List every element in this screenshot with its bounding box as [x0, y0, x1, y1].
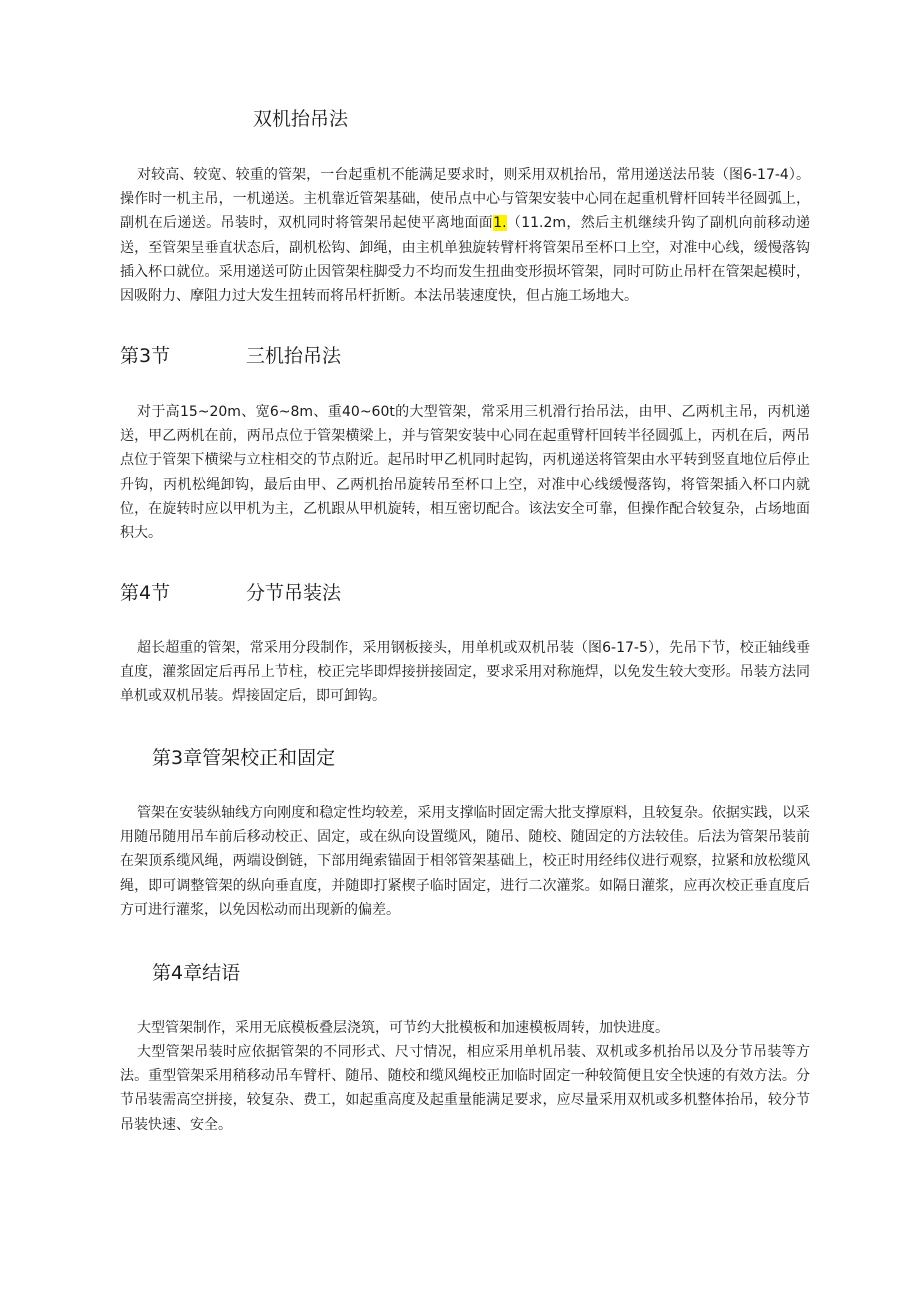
- heading-chapter-3: [152, 746, 335, 770]
- paragraph-conclusion-2: [120, 1040, 810, 1137]
- heading-section-3: [120, 344, 341, 368]
- paragraph-section-3: [120, 400, 810, 545]
- heading-text: 第4章结语: [152, 962, 241, 984]
- paragraph-chapter-3: [120, 801, 810, 922]
- paragraph-text: （11.2m，然后主机继续升钩了副机向前移动递送，至管架呈垂直状态后，副机松钩、卸绳，由主机单独旋转臂杆将管架吊至杯口上空，对准中心线，缓慢落钩插入杯口就位。采用递送可防止因管架柱脚受力不均而发生扭曲变形损坏管架，同时可防止吊杆在管架起模时，因吸附力、摩阻力过大发生扭转而将吊杆折断。本法吊装速度快，但占施工场地大。: [120, 215, 811, 305]
- paragraph-text: 对于高15~20m、宽6~8m、重40~60t的大型管架，常采用三机滑行抬吊法，由甲、乙两机主吊，丙机递送，甲乙两机在前，两吊点位于管架横梁上，并与管架安装中心同在起重臂杆回转半径圆弧上，丙机在后，两吊点位于管架下横梁与立柱相交的节点附近。起吊时甲乙机同时起钩，丙机递送将管架由水平转到竖直地位后停止升钩，丙机松绳卸钩，最后由甲、乙两机抬吊旋转吊至杯口上空，对准中心线缓慢落钩，将管架插入杯口内就位，在旋转时应以甲机为主，乙机跟从甲机旋转，相互密切配合。该法安全可靠，但操作配合较复杂，占场地面积大。: [120, 404, 810, 542]
- paragraph-text: 大型管架制作，采用无底模板叠层浇筑，可节约大批模板和加速模板周转，加快进度。: [137, 1020, 669, 1036]
- heading-section-4: [120, 581, 341, 605]
- section-title: 分节吊装法: [246, 582, 342, 604]
- paragraph-section-4: [120, 636, 810, 709]
- heading-dual-crane-lift: [253, 107, 348, 131]
- paragraph-dual-crane: [120, 163, 810, 308]
- highlighted-text: 1.: [493, 215, 507, 232]
- paragraph-conclusion-1: [120, 1016, 810, 1040]
- paragraph-text: 超长超重的管架，常采用分段制作，采用钢板接头，用单机或双机吊装（图6-17-5），先吊下节，校正轴线垂直度，灌浆固定后再吊上节柱，校正完毕即焊接拼接固定，要求采用对称施焊，以免发生较大变形。吊装方法同单机或双机吊装。焊接固定后，即可卸钩。: [120, 640, 810, 705]
- heading-text: 第3章管架校正和固定: [152, 747, 336, 769]
- heading-chapter-4: [152, 961, 240, 985]
- section-number: 第3节: [120, 345, 171, 367]
- section-number: 第4节: [120, 582, 171, 604]
- heading-text: 双机抬吊法: [253, 108, 349, 130]
- paragraph-text: 大型管架吊装时应依据管架的不同形式、尺寸情况，相应采用单机吊装、双机或多机抬吊以及分节吊装等方法。重型管架采用稍移动吊车臂杆、随吊、随校和缆风绳校正加临时固定一种较简便且安全快速的有效方法。分节吊装需高空拼接，较复杂、费工，如起重高度及起重量能满足要求，应尽量采用双机或多机整体抬吊，较分节吊装快速、安全。: [120, 1044, 810, 1133]
- paragraph-text: 对较高、较宽、较重的管架，一台起重机不能满足要求时，则采用双机抬吊，常用递送法吊装（图6-17-4）。操作时一机主吊，一机递送。主机靠近管架基础，使吊点中心与管架安装中心同在起重机臂杆回转半径圆弧上，副机在后递送。吊装时，双机同时将管架吊起使平离地面面: [120, 167, 810, 232]
- paragraph-text: 管架在安装纵轴线方向刚度和稳定性均较差，采用支撑临时固定需大批支撑原料，且较复杂。依据实践，以采用随吊随用吊车前后移动校正、固定，或在纵向设置缆风，随吊、随校、随固定的方法较佳。后法为管架吊装前在架顶系缆风绳，两端设倒链，下部用绳索锚固于相邻管架基础上，校正时用经纬仪进行观察，拉紧和放松缆风绳，即可调整管架的纵向垂直度，并随即打紧楔子临时固定，进行二次灌浆。如隔日灌浆，应再次校正垂直度后方可进行灌浆，以免因松动而出现新的偏差。: [120, 805, 810, 918]
- section-title: 三机抬吊法: [246, 345, 342, 367]
